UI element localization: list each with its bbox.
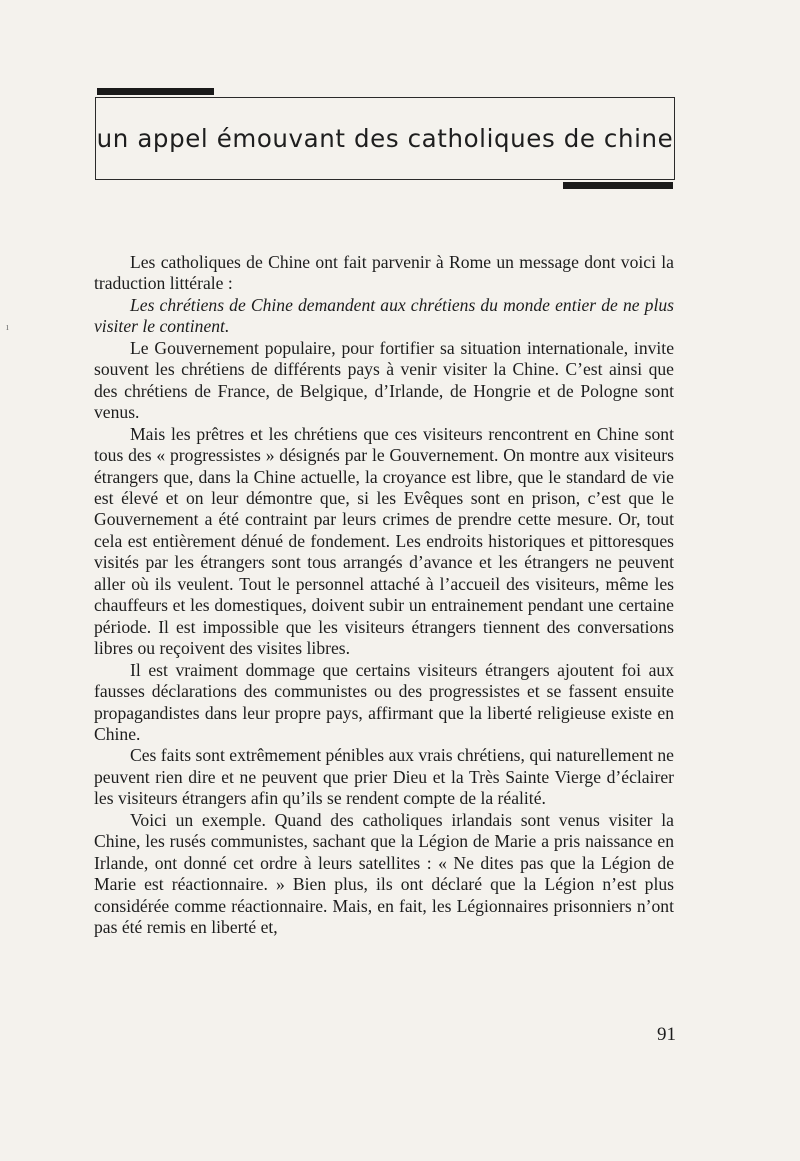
article-body bbox=[94, 252, 674, 939]
margin-mark: ı bbox=[6, 322, 9, 333]
paragraph-4: Mais les prêtres et les chrétiens que ces visiteurs rencontrent en Chine sont tous des « progressistes » désignés par le Gouvernement. On montre aux visiteurs étrangers que, dans la Chine actuelle, la croyance est libre, que le standard de vie est élevé et on leur démontre que, si les Evêques sont en prison, c’est que le Gouvernement a été contraint par leurs crimes de prendre cette mesure. Or, tout cela est entièrement dénué de fondement. Les endroits historiques et pittoresques visités par les étrangers sont tous arrangés d’avance et les étrangers ne peuvent aller où ils veulent. Tout le personnel attaché à l’accueil des visiteurs, même les chauffeurs et les domestiques, doivent subir un entrainement pendant une certaine période. Il est impossible que les visiteurs étrangers tiennent des conversations libres ou reçoivent des visites libres. bbox=[94, 423, 674, 659]
paragraph-2-quote: Les chrétiens de Chine demandent aux chrétiens du monde entier de ne plus visiter le continent. bbox=[94, 294, 674, 337]
paragraph-1: Les catholiques de Chine ont fait parvenir à Rome un message dont voici la traduction littérale : bbox=[94, 252, 674, 294]
page-number: 91 bbox=[657, 1024, 676, 1045]
title-decor-bar-top bbox=[97, 88, 214, 95]
page-title: un appel émouvant des catholiques de chine bbox=[96, 124, 674, 153]
paragraph-7: Voici un exemple. Quand des catholiques irlandais sont venus visiter la Chine, les rusés communistes, sachant que la Légion de Marie a pris naissance en Irlande, ont donné cet ordre à leurs satellites : « Ne dites pas que la Légion de Marie est réactionnaire. » Bien plus, ils ont déclaré que la Légion n’est plus considérée comme réactionnaire. Mais, en fait, les Légionnaires prisonniers n’ont pas été remis en liberté et, bbox=[94, 809, 674, 938]
paragraph-6: Ces faits sont extrêmement pénibles aux vrais chrétiens, qui naturellement ne peuvent rien dire et ne peuvent que prier Dieu et la Très Sainte Vierge d’éclairer les visiteurs étrangers afin qu’ils se rendent compte de la réalité. bbox=[94, 745, 674, 809]
paragraph-5: Il est vraiment dommage que certains visiteurs étrangers ajoutent foi aux fausses déclarations des communistes ou des progressistes et se fassent ensuite propagandistes dans leur propre pays, affirmant que la liberté religieuse existe en Chine. bbox=[94, 659, 674, 744]
title-decor-bar-bottom bbox=[563, 182, 673, 189]
paragraph-3: Le Gouvernement populaire, pour fortifier sa situation internationale, invite souvent les chrétiens de différents pays à venir visiter la Chine. C’est ainsi que des chrétiens de France, de Belgique, d’Irlande, de Hongrie et de Pologne sont venus. bbox=[94, 337, 674, 423]
title-frame bbox=[95, 97, 675, 180]
